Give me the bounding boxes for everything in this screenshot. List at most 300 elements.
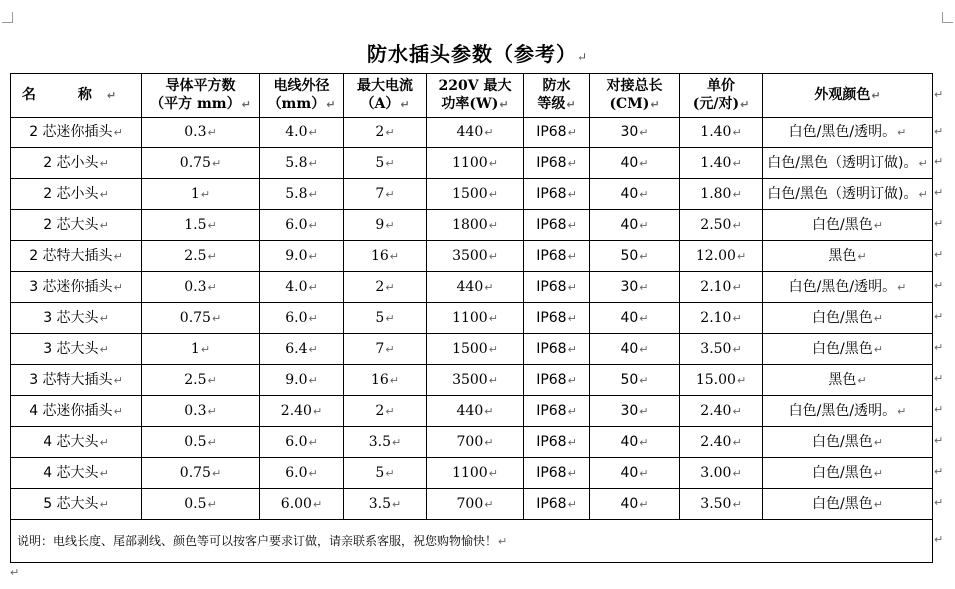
table-cell-conductor-area[interactable] — [142, 303, 260, 334]
table-cell-unit-price[interactable] — [680, 210, 763, 241]
table-cell-wire-diameter[interactable] — [260, 458, 344, 489]
paragraph-mark-icon: ↵ — [308, 373, 318, 387]
table-cell-max-power[interactable] — [427, 241, 524, 272]
paragraph-mark-icon: ↵ — [567, 187, 577, 201]
table-cell-unit-price[interactable] — [680, 241, 763, 272]
paragraph-mark-icon: ↵ — [308, 342, 318, 356]
paragraph-mark-icon: ↵ — [567, 218, 577, 232]
cell-value: 2 — [375, 278, 385, 295]
row-end-mark-icon: ↵ — [934, 217, 944, 230]
paragraph-mark-icon: ↵ — [488, 249, 498, 263]
cell-value: 白色/黑色 — [812, 340, 873, 357]
table-cell-wire-diameter[interactable] — [260, 118, 344, 148]
table-cell-name[interactable] — [11, 489, 142, 520]
table-cell-unit-price[interactable] — [680, 458, 763, 489]
table-cell-conductor-area[interactable] — [142, 272, 260, 303]
paragraph-mark-icon: ↵ — [99, 218, 109, 232]
paragraph-mark-icon: ↵ — [873, 435, 883, 449]
table-cell-total-length[interactable] — [590, 179, 680, 210]
table-cell-color[interactable] — [763, 458, 933, 489]
paragraph-mark-icon: ↵ — [567, 497, 577, 511]
table-header-row — [11, 74, 933, 118]
table-cell-color[interactable] — [763, 365, 933, 396]
table-cell-max-power[interactable] — [427, 458, 524, 489]
table-cell-total-length[interactable] — [590, 427, 680, 458]
cell-value: 40 — [620, 464, 639, 481]
cell-value: 0.75 — [179, 309, 211, 326]
paragraph-mark-icon: ↵ — [732, 187, 742, 201]
cell-value: 440 — [456, 278, 484, 295]
cell-value: 40 — [620, 340, 639, 357]
table-cell-conductor-area[interactable] — [142, 179, 260, 210]
paragraph-mark-icon: ↵ — [498, 534, 508, 548]
table-cell-unit-price[interactable] — [680, 396, 763, 427]
table-cell-wire-diameter[interactable] — [260, 365, 344, 396]
table-cell-max-current[interactable] — [344, 489, 427, 520]
table-cell-max-power[interactable] — [427, 334, 524, 365]
cell-value: 7 — [375, 185, 385, 202]
paragraph-mark-icon: ↵ — [873, 342, 883, 356]
table-cell-unit-price[interactable] — [680, 179, 763, 210]
paragraph-mark-icon: ↵ — [499, 98, 509, 111]
paragraph-mark-icon: ↵ — [567, 435, 577, 449]
table-cell-waterproof-rating[interactable] — [524, 179, 590, 210]
paragraph-mark-icon: ↵ — [207, 126, 217, 139]
table-row — [11, 489, 933, 520]
cell-value: 30 — [620, 278, 639, 295]
cell-value: 1.80 — [700, 185, 732, 202]
table-cell-total-length[interactable] — [590, 148, 680, 179]
paragraph-mark-icon: ↵ — [308, 187, 318, 201]
column-header[interactable] — [344, 74, 427, 118]
note-text: 说明：电线长度、尾部剥线、颜色等可以按客户要求订做，请亲联系客服，祝您购物愉快！ — [17, 533, 498, 548]
table-cell-max-current[interactable] — [344, 365, 427, 396]
cell-value: 白色/黑色/透明。 — [788, 124, 897, 140]
table-cell-max-power[interactable] — [427, 148, 524, 179]
table-cell-max-current[interactable] — [344, 334, 427, 365]
column-header[interactable] — [524, 74, 590, 118]
paragraph-mark-icon: ↵ — [736, 249, 747, 263]
cell-value: 1.5 — [184, 216, 207, 233]
paragraph-mark-icon: ↵ — [639, 466, 649, 480]
cell-value: IP68 — [536, 124, 567, 140]
row-end-mark-icon: ↵ — [934, 341, 944, 354]
cell-value: 5 — [375, 309, 385, 326]
paragraph-mark-icon: ↵ — [488, 373, 498, 387]
title-text: 防水插头参数（参考） — [366, 42, 577, 66]
table-cell-wire-diameter[interactable] — [260, 148, 344, 179]
table-cell-color[interactable] — [763, 303, 933, 334]
cell-value: 5 芯大头 — [43, 495, 99, 512]
column-header-line1: 对接总长 — [606, 78, 663, 94]
table-cell-max-power[interactable] — [427, 118, 524, 148]
table-cell-max-power[interactable] — [427, 303, 524, 334]
paragraph-mark-icon: ↵ — [873, 218, 883, 232]
table-cell-max-current[interactable] — [344, 118, 427, 148]
table-cell-max-current[interactable] — [344, 148, 427, 179]
table-cell-waterproof-rating[interactable] — [524, 118, 590, 148]
paragraph-mark-icon: ↵ — [484, 497, 494, 511]
cell-value: 2.50 — [700, 216, 732, 233]
table-cell-conductor-area[interactable] — [142, 427, 260, 458]
paragraph-mark-icon: ↵ — [857, 249, 867, 263]
cell-value: 16 — [370, 247, 389, 264]
cell-value: 黑色 — [828, 247, 857, 264]
cell-value: 白色/黑色 — [812, 495, 873, 512]
table-cell-total-length[interactable] — [590, 489, 680, 520]
cell-value: 3500 — [452, 247, 488, 264]
paragraph-mark-icon: ↵ — [857, 373, 867, 387]
table-cell-color[interactable] — [763, 427, 933, 458]
cell-value: 9.0 — [285, 371, 308, 388]
cell-value: 白色/黑色 — [812, 433, 873, 450]
paragraph-mark-icon: ↵ — [639, 126, 649, 139]
paragraph-mark-icon: ↵ — [385, 187, 395, 201]
paragraph-mark-icon: ↵ — [113, 373, 123, 387]
paragraph-mark-icon: ↵ — [385, 280, 395, 294]
table-row — [11, 210, 933, 241]
column-header[interactable] — [680, 74, 763, 118]
table-cell-total-length[interactable] — [590, 396, 680, 427]
table-cell-total-length[interactable] — [590, 118, 680, 148]
column-header-line2: （mm） — [267, 96, 326, 112]
paragraph-mark-icon: ↵ — [732, 404, 742, 418]
cell-value: 3 芯大头 — [43, 340, 99, 357]
cell-value: 700 — [456, 495, 484, 512]
table-cell-max-current[interactable] — [344, 241, 427, 272]
column-header[interactable] — [427, 74, 524, 118]
paragraph-mark-icon: ↵ — [732, 156, 742, 170]
cell-value: 0.3 — [184, 124, 207, 140]
paragraph-mark-icon: ↵ — [639, 497, 649, 511]
table-cell-max-current[interactable] — [344, 210, 427, 241]
table-cell-max-current[interactable] — [344, 303, 427, 334]
table-cell-total-length[interactable] — [590, 458, 680, 489]
table-cell-unit-price[interactable] — [680, 303, 763, 334]
document-title[interactable] — [0, 38, 955, 67]
paragraph-mark-icon: ↵ — [400, 98, 410, 111]
paragraph-mark-icon: ↵ — [312, 404, 323, 418]
cell-value: 2 — [375, 124, 385, 140]
table-cell-max-current[interactable] — [344, 427, 427, 458]
table-cell-conductor-area[interactable] — [142, 148, 260, 179]
plug-parameters-table[interactable] — [10, 73, 933, 563]
paragraph-mark-icon: ↵ — [567, 156, 577, 170]
paragraph-mark-icon: ↵ — [897, 280, 907, 294]
table-cell-unit-price[interactable] — [680, 365, 763, 396]
table-cell-color[interactable] — [763, 272, 933, 303]
column-header[interactable] — [260, 74, 344, 118]
cell-value: 1100 — [452, 464, 488, 481]
table-cell-wire-diameter[interactable] — [260, 179, 344, 210]
paragraph-mark-icon: ↵ — [241, 98, 251, 111]
column-header-line2: 等级 — [537, 96, 566, 112]
table-cell-color[interactable] — [763, 179, 933, 210]
row-end-mark-icon: ↵ — [934, 186, 944, 199]
table-cell-color[interactable] — [763, 241, 933, 272]
paragraph-mark-icon: ↵ — [113, 404, 123, 418]
table-cell-unit-price[interactable] — [680, 427, 763, 458]
cell-value: 15.00 — [695, 371, 736, 388]
table-row — [11, 272, 933, 303]
paragraph-mark-icon: ↵ — [385, 311, 395, 325]
table-cell-max-power[interactable] — [427, 179, 524, 210]
table-cell-max-power[interactable] — [427, 365, 524, 396]
cell-value: 40 — [620, 433, 639, 450]
row-end-mark-icon: ↵ — [934, 310, 944, 323]
table-cell-color[interactable] — [763, 148, 933, 179]
cell-value: 6.00 — [280, 495, 312, 512]
table-cell-max-power[interactable] — [427, 396, 524, 427]
paragraph-mark-icon: ↵ — [308, 156, 318, 170]
row-end-mark-icon: ↵ — [934, 403, 944, 416]
cell-value: 1.40 — [700, 124, 732, 140]
cell-value: 0.3 — [184, 278, 207, 295]
paragraph-mark-icon: ↵ — [99, 466, 109, 480]
table-row — [11, 334, 933, 365]
cell-value: 12.00 — [695, 247, 736, 264]
table-cell-waterproof-rating[interactable] — [524, 489, 590, 520]
table-cell-wire-diameter[interactable] — [260, 272, 344, 303]
table-cell-name[interactable] — [11, 179, 142, 210]
table-cell-name[interactable] — [11, 334, 142, 365]
paragraph-mark-icon: ↵ — [732, 280, 742, 294]
column-header-line2: (CM) — [609, 96, 650, 112]
table-cell-unit-price[interactable] — [680, 489, 763, 520]
table-cell-waterproof-rating[interactable] — [524, 148, 590, 179]
table-cell-conductor-area[interactable] — [142, 396, 260, 427]
paragraph-mark-icon: ↵ — [639, 280, 649, 294]
table-cell-waterproof-rating[interactable] — [524, 458, 590, 489]
table-cell-name[interactable] — [11, 365, 142, 396]
cell-value: IP68 — [536, 433, 567, 450]
paragraph-mark-icon: ↵ — [488, 218, 498, 232]
table-cell-waterproof-rating[interactable] — [524, 272, 590, 303]
table-cell-color[interactable] — [763, 210, 933, 241]
cell-value: 4.0 — [285, 124, 308, 140]
cell-value: 700 — [456, 433, 484, 450]
cell-value: 40 — [620, 185, 639, 202]
paragraph-mark-icon: ↵ — [99, 187, 109, 201]
table-cell-waterproof-rating[interactable] — [524, 396, 590, 427]
table-cell-max-power[interactable] — [427, 272, 524, 303]
table-cell-name[interactable] — [11, 118, 142, 148]
cell-value: 5.8 — [285, 154, 308, 171]
paragraph-mark-icon: ↵ — [740, 98, 750, 111]
table-cell-name[interactable] — [11, 458, 142, 489]
table-cell-conductor-area[interactable] — [142, 210, 260, 241]
table-cell-total-length[interactable] — [590, 334, 680, 365]
table-cell-waterproof-rating[interactable] — [524, 365, 590, 396]
paragraph-mark-icon: ↵ — [639, 373, 649, 387]
paragraph-mark-icon: ↵ — [873, 311, 883, 325]
table-cell-total-length[interactable] — [590, 272, 680, 303]
table-cell-total-length[interactable] — [590, 210, 680, 241]
paragraph-mark-icon: ↵ — [736, 373, 747, 387]
table-cell-max-power[interactable] — [427, 210, 524, 241]
paragraph-mark-icon: ↵ — [639, 311, 649, 325]
column-header-line2: （平方 mm） — [150, 96, 241, 112]
table-cell-name[interactable] — [11, 148, 142, 179]
cell-value: 9 — [375, 216, 385, 233]
row-end-mark-icon: ↵ — [934, 279, 944, 292]
cell-value: IP68 — [536, 247, 567, 264]
table-cell-waterproof-rating[interactable] — [524, 303, 590, 334]
table-cell-name[interactable] — [11, 303, 142, 334]
paragraph-mark-icon: ↵ — [207, 373, 217, 387]
paragraph-mark-icon: ↵ — [639, 249, 649, 263]
table-cell-total-length[interactable] — [590, 303, 680, 334]
table-row — [11, 427, 933, 458]
paragraph-mark-icon: ↵ — [567, 249, 577, 263]
cell-value: 3 芯大头 — [43, 309, 99, 326]
column-header[interactable] — [11, 74, 142, 118]
cell-value: 白色/黑色/透明。 — [788, 402, 897, 419]
table-cell-waterproof-rating[interactable] — [524, 210, 590, 241]
cell-value: 2.40 — [700, 402, 732, 419]
table-cell-name[interactable] — [11, 427, 142, 458]
paragraph-mark-icon: ↵ — [200, 187, 211, 201]
table-cell-total-length[interactable] — [590, 365, 680, 396]
cell-value: 白色/黑色（透明订做)。 — [767, 154, 918, 171]
table-cell-conductor-area[interactable] — [142, 334, 260, 365]
paragraph-mark-icon: ↵ — [918, 156, 928, 170]
column-header-line1: 220V 最大 — [438, 78, 512, 94]
cell-value: 5 — [375, 464, 385, 481]
table-cell-waterproof-rating[interactable] — [524, 241, 590, 272]
cell-value: 2 — [375, 402, 385, 419]
table-cell-conductor-area[interactable] — [142, 118, 260, 148]
paragraph-mark-icon: ↵ — [312, 497, 323, 511]
paragraph-mark-icon: ↵ — [732, 311, 742, 325]
paragraph-mark-icon: ↵ — [732, 342, 742, 356]
table-cell-max-power[interactable] — [427, 427, 524, 458]
cell-value: 50 — [620, 247, 639, 264]
column-header-line2: (元/对) — [692, 96, 740, 112]
paragraph-mark-icon: ↵ — [392, 435, 402, 449]
table-row — [11, 303, 933, 334]
table-cell-wire-diameter[interactable] — [260, 210, 344, 241]
table-cell-wire-diameter[interactable] — [260, 241, 344, 272]
table-note-cell[interactable] — [11, 520, 933, 563]
table-cell-waterproof-rating[interactable] — [524, 334, 590, 365]
table-cell-unit-price[interactable] — [680, 334, 763, 365]
table-row — [11, 179, 933, 210]
column-header[interactable] — [763, 74, 933, 118]
table-cell-max-current[interactable] — [344, 458, 427, 489]
table-cell-color[interactable] — [763, 118, 933, 148]
paragraph-mark-icon: ↵ — [567, 311, 577, 325]
table-cell-conductor-area[interactable] — [142, 458, 260, 489]
table-row — [11, 241, 933, 272]
table-cell-conductor-area[interactable] — [142, 489, 260, 520]
table-cell-max-current[interactable] — [344, 179, 427, 210]
table-cell-total-length[interactable] — [590, 241, 680, 272]
column-header-line1: 名 称 — [21, 87, 106, 103]
cell-value: 白色/黑色（透明订做)。 — [767, 185, 918, 202]
paragraph-mark-icon: ↵ — [484, 404, 494, 418]
table-cell-unit-price[interactable] — [680, 272, 763, 303]
paragraph-mark-icon: ↵ — [488, 187, 498, 201]
paragraph-mark-icon: ↵ — [732, 435, 742, 449]
cell-value: 3.5 — [368, 433, 392, 450]
table-cell-unit-price[interactable] — [680, 148, 763, 179]
table-cell-wire-diameter[interactable] — [260, 489, 344, 520]
table-cell-wire-diameter[interactable] — [260, 334, 344, 365]
table-cell-color[interactable] — [763, 489, 933, 520]
table-cell-conductor-area[interactable] — [142, 365, 260, 396]
table-cell-max-current[interactable] — [344, 272, 427, 303]
cell-value: 2.5 — [184, 247, 207, 264]
cell-value: 16 — [370, 371, 389, 388]
table-cell-name[interactable] — [11, 241, 142, 272]
paragraph-mark-icon: ↵ — [639, 218, 649, 232]
row-end-mark-icon: ↵ — [934, 155, 944, 168]
cell-value: 0.3 — [184, 402, 207, 419]
paragraph-mark-icon: ↵ — [567, 466, 577, 480]
paragraph-mark-icon: ↵ — [484, 126, 494, 139]
paragraph-mark-icon: ↵ — [211, 466, 222, 480]
column-header[interactable] — [590, 74, 680, 118]
paragraph-mark-icon: ↵ — [326, 98, 336, 111]
paragraph-mark-icon: ↵ — [566, 98, 576, 111]
paragraph-mark-icon: ↵ — [385, 156, 395, 170]
cell-value: 1 — [190, 340, 200, 357]
paragraph-mark-icon: ↵ — [113, 280, 123, 294]
table-cell-max-current[interactable] — [344, 396, 427, 427]
paragraph-mark-icon: ↵ — [484, 280, 494, 294]
table-cell-name[interactable] — [11, 396, 142, 427]
table-cell-name[interactable] — [11, 272, 142, 303]
paragraph-mark-icon: ↵ — [639, 156, 649, 170]
table-cell-conductor-area[interactable] — [142, 241, 260, 272]
paragraph-mark-icon: ↵ — [392, 497, 402, 511]
paragraph-mark-icon: ↵ — [567, 404, 577, 418]
paragraph-mark-icon: ↵ — [576, 50, 589, 64]
table-cell-color[interactable] — [763, 396, 933, 427]
paragraph-mark-icon: ↵ — [639, 404, 649, 418]
cell-value: IP68 — [536, 278, 567, 295]
row-end-mark-icon: ↵ — [934, 465, 944, 478]
paragraph-mark-icon: ↵ — [488, 342, 498, 356]
paragraph-mark-icon: ↵ — [488, 466, 498, 480]
paragraph-mark-icon: ↵ — [10, 566, 20, 579]
column-header[interactable] — [142, 74, 260, 118]
table-cell-waterproof-rating[interactable] — [524, 427, 590, 458]
cell-value: 4.0 — [285, 278, 308, 295]
table-cell-unit-price[interactable] — [680, 118, 763, 148]
cell-value: 4 芯大头 — [43, 433, 99, 450]
cell-value: 1500 — [452, 185, 488, 202]
table-cell-wire-diameter[interactable] — [260, 396, 344, 427]
paragraph-mark-icon: ↵ — [99, 435, 109, 449]
column-header-line1: 电线外径 — [273, 78, 330, 94]
column-header-line1: 单价 — [707, 78, 735, 94]
cell-value: 1500 — [452, 340, 488, 357]
table-cell-wire-diameter[interactable] — [260, 427, 344, 458]
cell-value: 3.50 — [700, 340, 732, 357]
cell-value: 7 — [375, 340, 385, 357]
table-cell-wire-diameter[interactable] — [260, 303, 344, 334]
paragraph-mark-icon: ↵ — [113, 249, 123, 263]
row-end-mark-icon: ↵ — [934, 248, 944, 261]
table-cell-color[interactable] — [763, 334, 933, 365]
table-cell-name[interactable] — [11, 210, 142, 241]
table-cell-max-power[interactable] — [427, 489, 524, 520]
cell-value: 3 芯特大插头 — [29, 371, 113, 388]
paragraph-mark-icon: ↵ — [732, 126, 742, 139]
paragraph-mark-icon: ↵ — [207, 280, 217, 294]
